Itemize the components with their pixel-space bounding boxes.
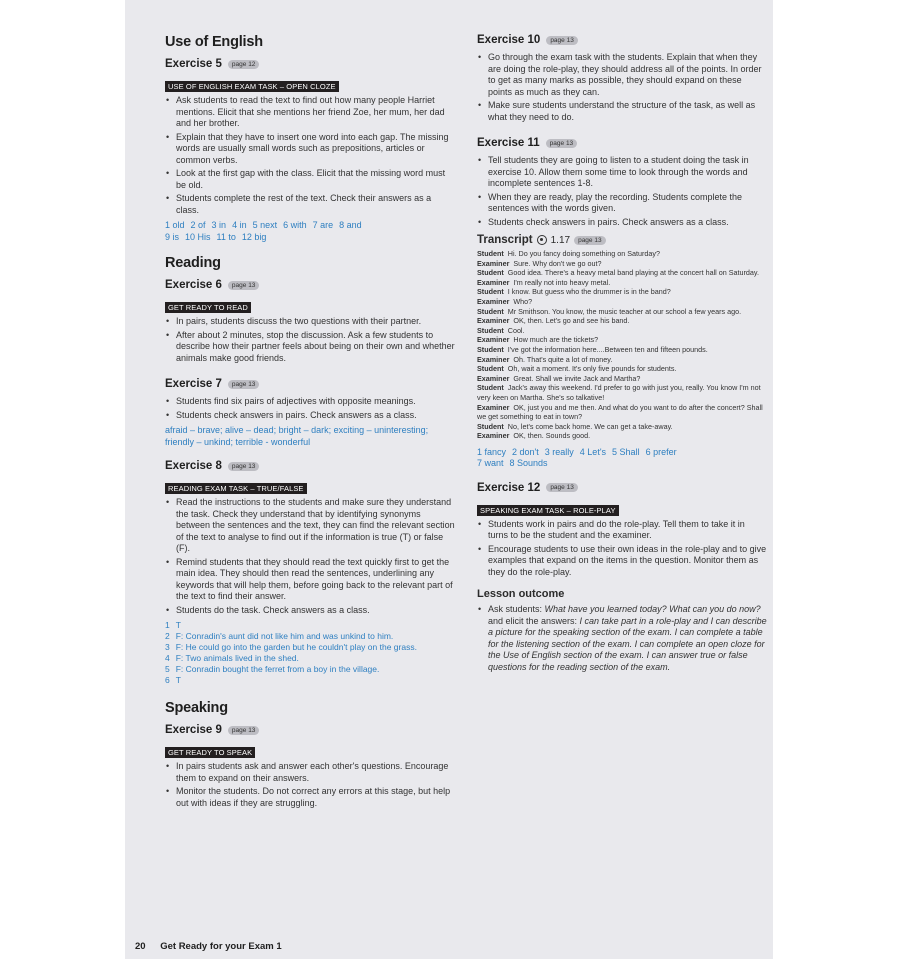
exercise-11-answers bbox=[477, 447, 767, 470]
page-badge: page 13 bbox=[228, 462, 260, 471]
bullet: • Ask students to read the text to find out how many people Harriet mentions. Elicit that she mentions her friend Zoe, her mum, her dad and her brother. bbox=[165, 95, 455, 130]
bullet: • Students complete the rest of the text. Check their answers as a class. bbox=[165, 193, 455, 216]
transcript-line: Student Oh, wait a moment. It's only five pounds for students. bbox=[477, 364, 677, 374]
bullet: • Tell students they are going to listen to a student doing the task in exercise 10. Allow them some time to look through the words and incomplete sentences 1-8. bbox=[477, 155, 767, 190]
bullet: • When they are ready, play the recording. Students complete the sentences with the words given. bbox=[477, 192, 767, 215]
page-number: 20 bbox=[135, 941, 146, 952]
exercise-11-heading: Exercise 11 page 13 bbox=[477, 137, 767, 149]
bullet: • Read the instructions to the students and make sure they understand the task. Check they understand that by identifying synonyms between the sentences and the text, they can find the relevant section of the text to analyse to find out if the information is true (T) or false (F). bbox=[165, 497, 455, 555]
exercise-12-bullets bbox=[477, 519, 767, 579]
answer-item: 3 F: He could go into the garden but he couldn't play on the grass. bbox=[165, 642, 417, 652]
exercise-11-bullets bbox=[477, 155, 767, 228]
page-badge: page 13 bbox=[546, 483, 578, 492]
answer-item: 2 F: Conradin's aunt did not like him and was unkind to him. bbox=[165, 631, 394, 641]
bullet: • Students check answers in pairs. Check answers as a class. bbox=[165, 410, 455, 422]
transcript-line: Examiner Great. Shall we invite Jack and Martha? bbox=[477, 373, 641, 383]
page-badge: page 13 bbox=[228, 281, 260, 290]
exercise-7-answers: afraid – brave; alive – dead; bright – dark; exciting – uninteresting; friendly – unkind; terrible - wonderful bbox=[165, 425, 429, 447]
exercise-8-answers bbox=[165, 620, 455, 686]
transcript-line: Examiner OK, then. Let's go and see his band. bbox=[477, 316, 630, 326]
footer-title: Get Ready for your Exam 1 bbox=[160, 941, 282, 952]
page-footer bbox=[135, 941, 282, 952]
exercise-6-bullets bbox=[165, 316, 455, 364]
transcript-line: Student I know. But guess who the drummer is in the band? bbox=[477, 287, 671, 297]
transcript-line: Examiner Who? bbox=[477, 296, 533, 306]
exercise-7-bullets bbox=[165, 396, 455, 421]
exercise-5-title: Exercise 5 bbox=[165, 58, 222, 70]
transcript-heading bbox=[477, 234, 767, 246]
answer-item: 1 T bbox=[165, 620, 181, 630]
transcript-line: Student Cool. bbox=[477, 325, 525, 335]
right-column bbox=[477, 34, 767, 677]
left-column bbox=[165, 34, 455, 813]
task-label: GET READY TO READ bbox=[165, 302, 251, 313]
exercise-5-heading bbox=[165, 58, 455, 70]
section-heading-reading: Reading bbox=[165, 255, 221, 271]
bullet: • Go through the exam task with the students. Explain that when they are doing the role-play, they should address all of the points. In order to get as many marks as possible, they should expand on these points as much as they can. bbox=[477, 52, 767, 98]
exercise-6-heading: Exercise 6 page 13 bbox=[165, 279, 455, 291]
bullet: • Remind students that they should read the text quickly first to get the main idea. They should then read the sentences, underlining any keywords that will help them, before going back to the relevant part of the text to find their answer. bbox=[165, 557, 455, 603]
bullet: • Students do the task. Check answers as a class. bbox=[165, 605, 455, 617]
bullet: • Monitor the students. Do not correct any errors at this stage, but help out with ideas if they are struggling. bbox=[165, 786, 455, 809]
transcript-line: Examiner I'm really not into heavy metal. bbox=[477, 277, 611, 287]
exercise-5-answers bbox=[165, 220, 455, 243]
book-page bbox=[125, 0, 773, 959]
transcript-line: Student I've got the information here....Between ten and fifteen pounds. bbox=[477, 344, 708, 354]
exercise-9-heading: Exercise 9 page 13 bbox=[165, 724, 455, 736]
transcript-line: Student Jack's away this weekend. I'd prefer to go with just you, really. You know I'm not very keen on Martha. She's so talkative! bbox=[477, 383, 761, 402]
transcript-line: Examiner OK, then. Sounds good. bbox=[477, 431, 591, 441]
transcript-line: Student Good idea. There's a heavy metal band playing at the concert hall on Saturday. bbox=[477, 268, 759, 278]
track-number: 1.17 bbox=[550, 234, 571, 246]
page-badge: page 13 bbox=[228, 380, 260, 389]
transcript-line: Examiner Oh. That's quite a lot of money. bbox=[477, 354, 613, 364]
bullet: • Students find six pairs of adjectives with opposite meanings. bbox=[165, 396, 455, 408]
page-badge: page 13 bbox=[546, 36, 578, 45]
transcript-line: Student Mr Smithson. You know, the music teacher at our school a few years ago. bbox=[477, 306, 742, 316]
task-label: SPEAKING EXAM TASK – ROLE-PLAY bbox=[477, 505, 619, 516]
transcript-line: Student No, let's come back home. We can get a take-away. bbox=[477, 421, 673, 431]
bullet: • Students check answers in pairs. Check answers as a class. bbox=[477, 217, 767, 229]
exercise-9-bullets bbox=[165, 761, 455, 809]
exercise-5-bullets bbox=[165, 95, 455, 216]
transcript-lines bbox=[477, 249, 767, 441]
answer-item: 4 F: Two animals lived in the shed. bbox=[165, 653, 299, 663]
exercise-7-heading: Exercise 7 page 13 bbox=[165, 378, 455, 390]
transcript-line: Student Hi. Do you fancy doing something on Saturday? bbox=[477, 249, 660, 258]
page-badge: page 13 bbox=[574, 236, 606, 245]
lesson-outcome-bullets bbox=[477, 604, 767, 673]
page-badge: page 13 bbox=[546, 139, 578, 148]
exercise-10-heading: Exercise 10 page 13 bbox=[477, 34, 767, 46]
bullet: • Make sure students understand the structure of the task, as well as what they need to do. bbox=[477, 100, 767, 123]
bullet: • In pairs, students discuss the two questions with their partner. bbox=[165, 316, 455, 328]
page-badge: page 13 bbox=[228, 726, 260, 735]
task-label: GET READY TO SPEAK bbox=[165, 747, 255, 758]
task-label: READING EXAM TASK – TRUE/FALSE bbox=[165, 483, 307, 494]
section-heading-use-of-english: Use of English bbox=[165, 34, 263, 50]
bullet: • Encourage students to use their own ideas in the role-play and to give examples that expand on the items in the question. Monitor them as they do the role-play. bbox=[477, 544, 767, 579]
transcript-title: Transcript bbox=[477, 234, 533, 246]
lesson-outcome-heading: Lesson outcome bbox=[477, 588, 565, 601]
answers-line-1: 1 old 2 of 3 in 4 in 5 next 6 with 7 are 8 and bbox=[165, 220, 362, 230]
exercise-8-bullets bbox=[165, 497, 455, 616]
page-badge: page 12 bbox=[228, 60, 260, 69]
bullet: • In pairs students ask and answer each other's questions. Encourage them to expand on their answers. bbox=[165, 761, 455, 784]
exercise-12-heading: Exercise 12 page 13 bbox=[477, 482, 767, 494]
transcript-line: Examiner OK, just you and me then. And what do you want to do after the concert? Shall we get something to eat in town? bbox=[477, 402, 763, 422]
section-heading-speaking: Speaking bbox=[165, 700, 228, 716]
answers-line-1: 1 fancy 2 don't 3 really 4 Let's 5 Shall 6 prefer bbox=[477, 446, 677, 457]
bullet: • Ask students: What have you learned today? What can you do now? and elicit the answers: I can take part in a role-play and I can describe a picture for the speaking section of the exam. I can complete a table for the listening section of the exam. I can complete an open cloze for the Use of English section of the exam. I can answer true or false questions for the reading section of the exam. bbox=[477, 604, 767, 673]
answers-line-2: 7 want 8 Sounds bbox=[477, 458, 548, 469]
task-label: USE OF ENGLISH EXAM TASK – OPEN CLOZE bbox=[165, 81, 339, 92]
exercise-8-heading: Exercise 8 page 13 bbox=[165, 460, 455, 472]
bullet: • After about 2 minutes, stop the discussion. Ask a few students to describe how their partner feels about being on their own and whether animals make good friends. bbox=[165, 330, 455, 365]
answer-item: 6 T bbox=[165, 675, 181, 685]
answers-line-2: 9 is 10 His 11 to 12 big bbox=[165, 231, 267, 242]
answer-item: 5 F: Conradin bought the ferret from a boy in the village. bbox=[165, 664, 380, 674]
transcript-line: Examiner How much are the tickets? bbox=[477, 335, 599, 345]
bullet: • Students work in pairs and do the role-play. Tell them to take it in turns to be the student and the examiner. bbox=[477, 519, 767, 542]
bullet: • Look at the first gap with the class. Elicit that the missing word must be old. bbox=[165, 168, 455, 191]
bullet: • Explain that they have to insert one word into each gap. The missing words are usually small words such as prepositions, articles or common verbs. bbox=[165, 132, 455, 167]
audio-cd-icon bbox=[537, 235, 547, 245]
transcript-line: Examiner Sure. Why don't we go out? bbox=[477, 258, 602, 268]
exercise-10-bullets bbox=[477, 52, 767, 123]
